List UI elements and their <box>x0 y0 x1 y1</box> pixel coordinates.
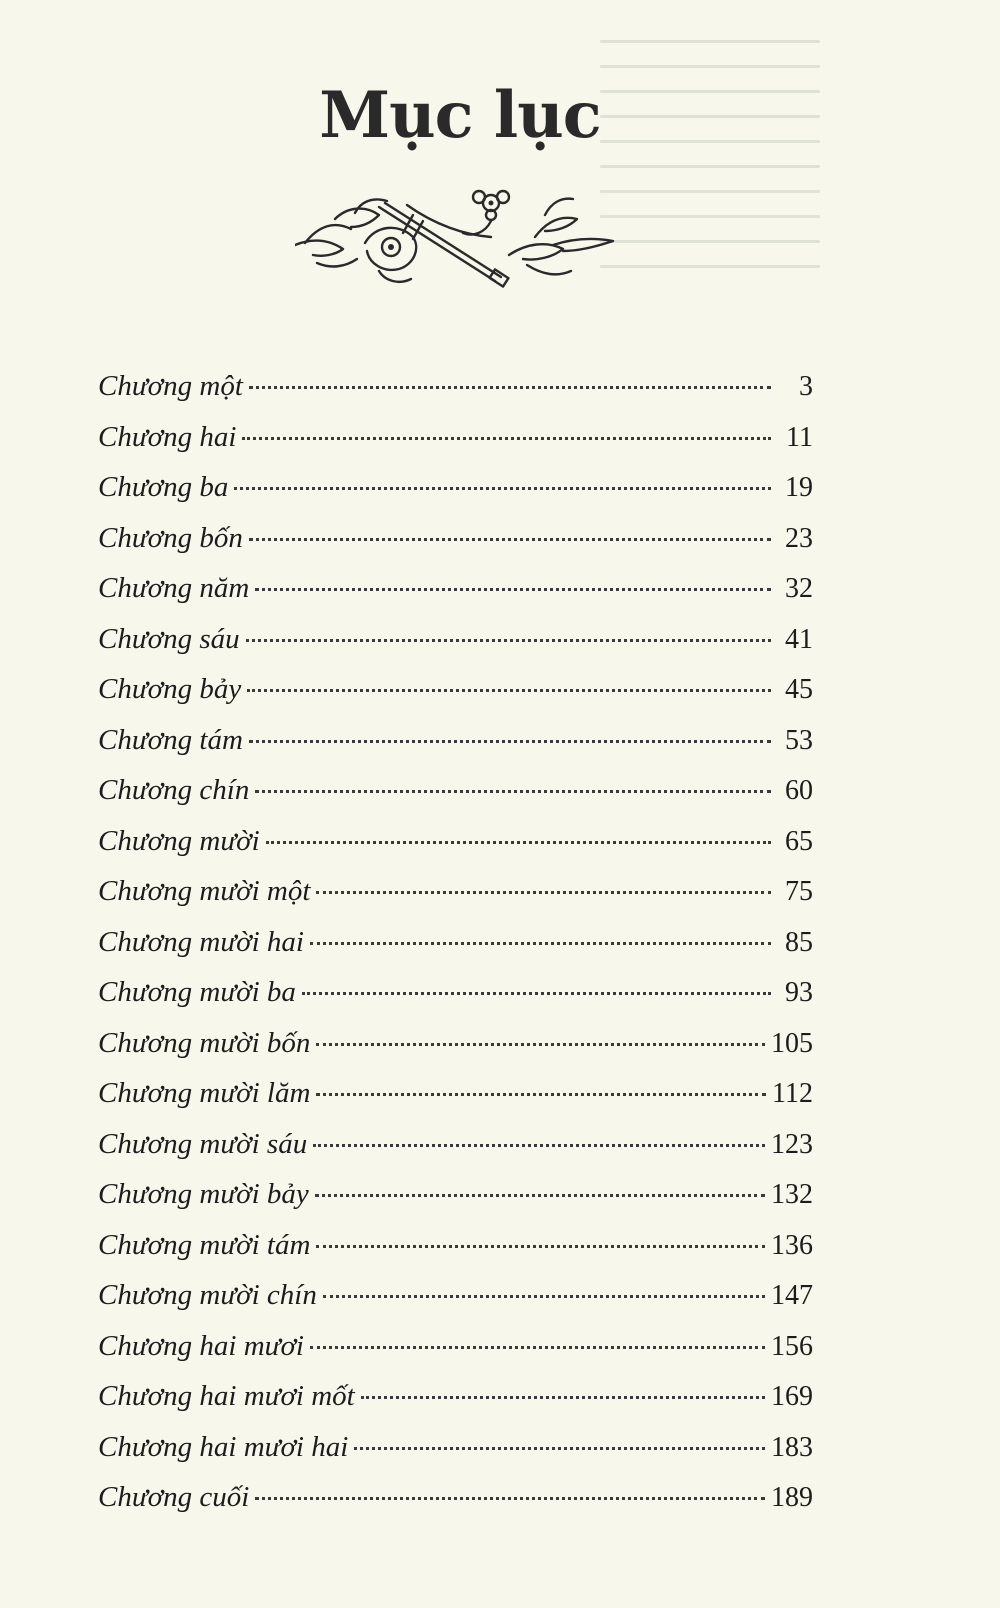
toc-entry-page-number: 23 <box>785 522 813 554</box>
toc-entry-label: Chương cuối <box>98 1481 250 1513</box>
toc-entry-label: Chương mười hai <box>98 925 304 958</box>
toc-entry-page-number: 105 <box>771 1027 813 1059</box>
toc-entry[interactable] <box>98 673 813 724</box>
toc-entry[interactable] <box>98 421 813 472</box>
toc-entry-label: Chương một <box>98 370 243 402</box>
sword-and-scroll-ornament-icon <box>295 185 615 297</box>
toc-entry[interactable] <box>98 1229 813 1280</box>
dot-leader <box>255 790 771 793</box>
toc-entry-page-number: 183 <box>771 1431 813 1463</box>
toc-entry[interactable] <box>98 1380 813 1431</box>
toc-entry-label: Chương hai mươi hai <box>98 1430 349 1463</box>
toc-entry-label: Chương tám <box>98 723 243 756</box>
dot-leader <box>255 588 771 591</box>
dot-leader <box>316 1043 765 1046</box>
dot-leader <box>249 386 771 389</box>
dot-leader <box>323 1295 765 1298</box>
toc-entry[interactable] <box>98 1279 813 1330</box>
toc-entry-label: Chương mười chín <box>98 1279 317 1311</box>
toc-entry-page-number: 3 <box>799 371 813 402</box>
dot-leader <box>302 992 771 995</box>
toc-entry-label: Chương mười bốn <box>98 1026 311 1059</box>
toc-entry-page-number: 93 <box>785 977 813 1008</box>
toc-entry[interactable] <box>98 1027 813 1078</box>
dot-leader <box>316 891 771 894</box>
toc-entry[interactable] <box>98 1481 813 1532</box>
toc-entry-page-number: 75 <box>785 876 813 907</box>
toc-entry-label: Chương mười <box>98 824 260 857</box>
toc-entry[interactable] <box>98 1178 813 1229</box>
toc-entry[interactable] <box>98 1128 813 1179</box>
toc-entry-page-number: 189 <box>771 1482 813 1513</box>
dot-leader <box>361 1396 765 1399</box>
dot-leader <box>310 1346 765 1349</box>
dot-leader <box>266 841 771 844</box>
toc-entry[interactable] <box>98 724 813 775</box>
toc-entry-label: Chương hai mươi mốt <box>98 1380 355 1412</box>
toc-entry-page-number: 169 <box>771 1381 813 1412</box>
dot-leader <box>313 1144 765 1147</box>
toc-entry-label: Chương mười sáu <box>98 1127 308 1160</box>
dot-leader <box>316 1245 765 1248</box>
toc-entry-label: Chương mười lăm <box>98 1077 311 1109</box>
toc-entry-page-number: 147 <box>771 1280 813 1311</box>
dot-leader <box>310 942 771 945</box>
toc-entry[interactable] <box>98 774 813 825</box>
toc-entry-page-number: 112 <box>772 1078 813 1109</box>
toc-entry[interactable] <box>98 370 813 421</box>
dot-leader <box>249 538 771 541</box>
table-of-contents <box>98 370 813 1532</box>
toc-entry[interactable] <box>98 976 813 1027</box>
dot-leader <box>246 639 771 642</box>
dot-leader <box>315 1194 765 1197</box>
toc-entry-page-number: 32 <box>785 573 813 604</box>
toc-entry-label: Chương bảy <box>98 673 242 705</box>
toc-entry-label: Chương hai mươi <box>98 1329 304 1362</box>
dot-leader <box>242 437 771 440</box>
toc-entry-label: Chương mười ba <box>98 976 296 1008</box>
toc-entry-page-number: 136 <box>771 1229 813 1261</box>
toc-entry-label: Chương chín <box>98 774 250 806</box>
toc-entry[interactable] <box>98 471 813 522</box>
toc-entry-label: Chương sáu <box>98 622 240 655</box>
toc-entry[interactable] <box>98 825 813 876</box>
dot-leader <box>234 487 771 490</box>
toc-entry[interactable] <box>98 522 813 573</box>
toc-entry[interactable] <box>98 572 813 623</box>
dot-leader <box>354 1447 765 1450</box>
dot-leader <box>255 1497 765 1500</box>
dot-leader <box>249 740 771 743</box>
toc-entry[interactable] <box>98 926 813 977</box>
toc-entry[interactable] <box>98 1431 813 1482</box>
toc-entry-page-number: 41 <box>785 623 813 655</box>
toc-entry[interactable] <box>98 1330 813 1381</box>
toc-entry-page-number: 60 <box>785 775 813 806</box>
page-title: Mục lục <box>319 78 601 153</box>
toc-entry-label: Chương mười một <box>98 875 311 907</box>
toc-entry[interactable] <box>98 623 813 674</box>
toc-entry-page-number: 132 <box>771 1179 813 1210</box>
dot-leader <box>316 1093 766 1096</box>
toc-entry-page-number: 45 <box>785 674 813 705</box>
toc-entry-label: Chương hai <box>98 420 237 453</box>
toc-entry[interactable] <box>98 1077 813 1128</box>
toc-entry[interactable] <box>98 875 813 926</box>
dot-leader <box>247 689 771 692</box>
toc-entry-page-number: 156 <box>771 1330 813 1362</box>
toc-entry-label: Chương bốn <box>98 521 243 554</box>
toc-entry-page-number: 85 <box>785 926 813 958</box>
toc-entry-page-number: 53 <box>785 724 813 756</box>
toc-entry-page-number: 65 <box>785 825 813 857</box>
toc-entry-page-number: 19 <box>785 472 813 503</box>
toc-entry-label: Chương ba <box>98 471 229 503</box>
toc-entry-label: Chương năm <box>98 572 250 604</box>
toc-entry-page-number: 123 <box>771 1128 813 1160</box>
toc-entry-label: Chương mười tám <box>98 1228 311 1261</box>
toc-entry-page-number: 11 <box>786 421 813 453</box>
toc-entry-label: Chương mười bảy <box>98 1178 309 1210</box>
